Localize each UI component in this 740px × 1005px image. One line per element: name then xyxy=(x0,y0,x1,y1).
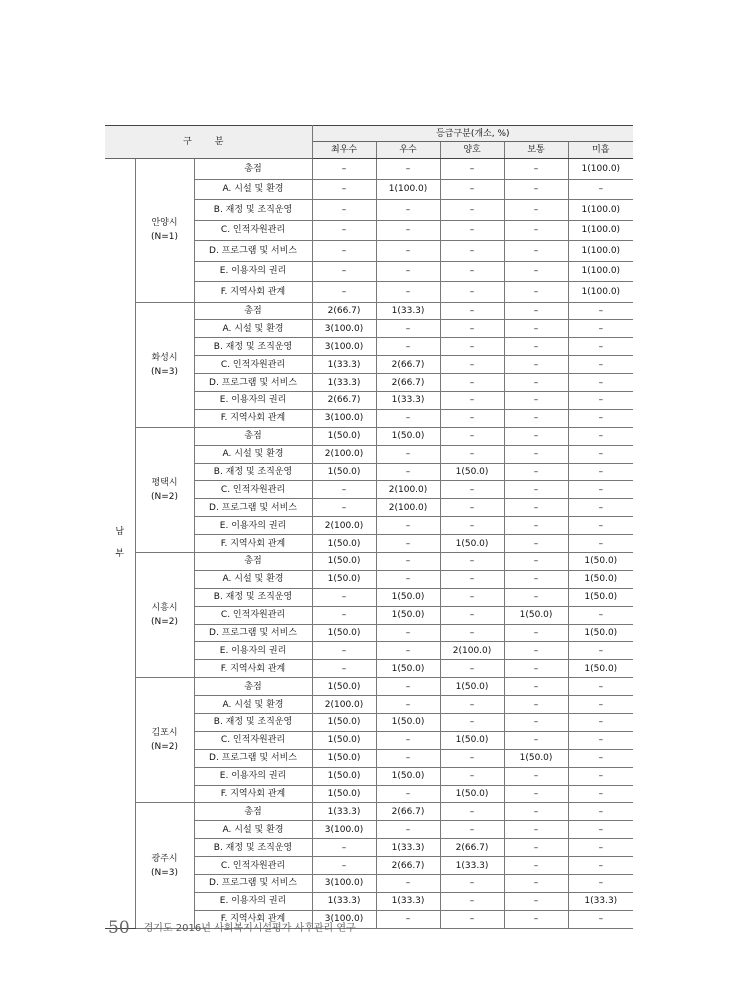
value-cell: – xyxy=(312,241,376,262)
value-cell: – xyxy=(440,200,504,221)
value-cell: 1(100.0) xyxy=(568,241,633,262)
value-cell: 1(50.0) xyxy=(440,678,504,696)
value-cell: – xyxy=(312,857,376,875)
item-label: F. 지역사회 관계 xyxy=(194,282,312,303)
value-cell: – xyxy=(376,696,440,714)
value-cell: – xyxy=(568,803,633,821)
table-row xyxy=(105,427,633,445)
value-cell: – xyxy=(568,499,633,517)
value-cell: 1(33.3) xyxy=(312,803,376,821)
value-cell: – xyxy=(568,767,633,785)
value-cell: – xyxy=(376,445,440,463)
city-count: (N=2) xyxy=(150,742,179,753)
value-cell: – xyxy=(504,391,568,409)
value-cell: 1(33.3) xyxy=(440,857,504,875)
value-cell: – xyxy=(440,606,504,624)
value-cell: – xyxy=(440,660,504,678)
item-label: F. 지역사회 관계 xyxy=(194,409,312,427)
item-label: F. 지역사회 관계 xyxy=(194,910,312,928)
value-cell: 1(100.0) xyxy=(568,200,633,221)
city-cell xyxy=(135,427,194,552)
city-name: 시흥시 xyxy=(151,603,178,614)
value-cell: – xyxy=(568,910,633,928)
value-cell: 2(100.0) xyxy=(312,696,376,714)
city-name: 안양시 xyxy=(151,218,178,229)
item-label: B. 재정 및 조직운영 xyxy=(194,713,312,731)
value-cell: – xyxy=(504,338,568,356)
value-cell: – xyxy=(440,220,504,241)
value-cell: – xyxy=(440,624,504,642)
value-cell: – xyxy=(504,588,568,606)
value-cell: – xyxy=(568,678,633,696)
value-cell: – xyxy=(504,463,568,481)
value-cell: – xyxy=(504,821,568,839)
city-count: (N=1) xyxy=(150,232,179,243)
value-cell: – xyxy=(440,892,504,910)
city-cell xyxy=(135,159,194,303)
value-cell: – xyxy=(568,481,633,499)
value-cell: – xyxy=(440,374,504,392)
value-cell: – xyxy=(568,338,633,356)
value-cell: 3(100.0) xyxy=(312,320,376,338)
value-cell: – xyxy=(312,588,376,606)
table-row xyxy=(105,552,633,570)
value-cell: 1(50.0) xyxy=(312,624,376,642)
value-cell: 2(100.0) xyxy=(312,445,376,463)
value-cell: 2(66.7) xyxy=(376,803,440,821)
value-cell: – xyxy=(376,159,440,180)
value-cell: – xyxy=(568,409,633,427)
item-label: D. 프로그램 및 서비스 xyxy=(194,875,312,893)
value-cell: 1(50.0) xyxy=(376,427,440,445)
value-cell: 1(33.3) xyxy=(376,302,440,320)
value-cell: 1(50.0) xyxy=(312,767,376,785)
value-cell: – xyxy=(504,374,568,392)
value-cell: – xyxy=(568,642,633,660)
value-cell: – xyxy=(504,302,568,320)
item-label: E. 이용자의 권리 xyxy=(194,892,312,910)
value-cell: – xyxy=(568,785,633,803)
value-cell: 1(33.3) xyxy=(376,839,440,857)
item-label: 총점 xyxy=(194,159,312,180)
value-cell: 3(100.0) xyxy=(312,409,376,427)
value-cell: 1(50.0) xyxy=(568,552,633,570)
city-name: 광주시 xyxy=(151,853,178,864)
city-count: (N=3) xyxy=(150,366,179,377)
item-label: A. 시설 및 환경 xyxy=(194,445,312,463)
value-cell: – xyxy=(376,220,440,241)
value-cell: 1(50.0) xyxy=(376,660,440,678)
value-cell: 1(50.0) xyxy=(376,588,440,606)
value-cell: – xyxy=(504,320,568,338)
value-cell: – xyxy=(504,713,568,731)
value-cell: 1(50.0) xyxy=(568,624,633,642)
value-cell: 1(50.0) xyxy=(312,713,376,731)
value-cell: – xyxy=(504,200,568,221)
table-row xyxy=(105,803,633,821)
value-cell: 2(100.0) xyxy=(376,481,440,499)
value-cell: – xyxy=(440,282,504,303)
item-label: C. 인적자원관리 xyxy=(194,731,312,749)
item-label: C. 인적자원관리 xyxy=(194,481,312,499)
value-cell: 1(50.0) xyxy=(440,731,504,749)
value-cell: 2(100.0) xyxy=(440,642,504,660)
value-cell: – xyxy=(504,282,568,303)
value-cell: – xyxy=(312,200,376,221)
value-cell: – xyxy=(376,261,440,282)
value-cell: – xyxy=(568,606,633,624)
value-cell: 1(100.0) xyxy=(568,261,633,282)
value-cell: – xyxy=(568,731,633,749)
value-cell: – xyxy=(440,356,504,374)
value-cell: 3(100.0) xyxy=(312,910,376,928)
value-cell: – xyxy=(376,517,440,535)
value-cell: 1(50.0) xyxy=(568,660,633,678)
value-cell: – xyxy=(504,570,568,588)
header-category: 구 분 xyxy=(105,126,312,159)
value-cell: – xyxy=(440,696,504,714)
table-body xyxy=(105,159,633,929)
city-count: (N=2) xyxy=(150,617,179,628)
value-cell: – xyxy=(504,857,568,875)
value-cell: 3(100.0) xyxy=(312,821,376,839)
item-label: A. 시설 및 환경 xyxy=(194,320,312,338)
item-label: D. 프로그램 및 서비스 xyxy=(194,624,312,642)
value-cell: 2(66.7) xyxy=(376,857,440,875)
value-cell: – xyxy=(504,785,568,803)
city-count: (N=3) xyxy=(150,867,179,878)
item-label: D. 프로그램 및 서비스 xyxy=(194,374,312,392)
value-cell: – xyxy=(376,570,440,588)
value-cell: – xyxy=(504,678,568,696)
value-cell: – xyxy=(504,731,568,749)
value-cell: – xyxy=(376,535,440,553)
value-cell: – xyxy=(440,910,504,928)
value-cell: – xyxy=(312,179,376,200)
value-cell: – xyxy=(504,892,568,910)
value-cell: – xyxy=(568,427,633,445)
item-label: B. 재정 및 조직운영 xyxy=(194,200,312,221)
value-cell: 1(50.0) xyxy=(568,588,633,606)
table-row xyxy=(105,678,633,696)
value-cell: – xyxy=(440,749,504,767)
item-label: A. 시설 및 환경 xyxy=(194,821,312,839)
item-label: 총점 xyxy=(194,803,312,821)
value-cell: – xyxy=(376,282,440,303)
value-cell: 2(66.7) xyxy=(312,302,376,320)
value-cell: – xyxy=(568,713,633,731)
city-cell xyxy=(135,552,194,677)
value-cell: – xyxy=(568,391,633,409)
value-cell: – xyxy=(568,320,633,338)
value-cell: – xyxy=(568,875,633,893)
value-cell: – xyxy=(504,910,568,928)
value-cell: 1(50.0) xyxy=(504,606,568,624)
grade-header-cell: 양호 xyxy=(440,142,504,159)
value-cell: – xyxy=(440,588,504,606)
value-cell: – xyxy=(312,159,376,180)
region-cell xyxy=(105,159,135,929)
value-cell: 1(50.0) xyxy=(568,570,633,588)
value-cell: – xyxy=(376,338,440,356)
table-row xyxy=(105,302,633,320)
value-cell: 1(50.0) xyxy=(312,749,376,767)
value-cell: – xyxy=(440,803,504,821)
item-label: E. 이용자의 권리 xyxy=(194,642,312,660)
item-label: B. 재정 및 조직운영 xyxy=(194,338,312,356)
value-cell: 2(100.0) xyxy=(312,517,376,535)
value-cell: 1(50.0) xyxy=(312,785,376,803)
value-cell: – xyxy=(440,159,504,180)
value-cell: – xyxy=(440,517,504,535)
value-cell: – xyxy=(312,261,376,282)
item-label: E. 이용자의 권리 xyxy=(194,767,312,785)
value-cell: – xyxy=(312,606,376,624)
value-cell: – xyxy=(504,696,568,714)
header-grade-group: 등급구분(개소, %) xyxy=(312,126,633,142)
item-label: 총점 xyxy=(194,678,312,696)
item-label: 총점 xyxy=(194,552,312,570)
value-cell: 1(33.3) xyxy=(376,391,440,409)
value-cell: – xyxy=(440,302,504,320)
value-cell: – xyxy=(312,481,376,499)
value-cell: – xyxy=(376,785,440,803)
city-count: (N=2) xyxy=(150,491,179,502)
value-cell: – xyxy=(504,499,568,517)
value-cell: – xyxy=(312,642,376,660)
value-cell: – xyxy=(568,839,633,857)
item-label: 총점 xyxy=(194,427,312,445)
footer-title: 경기도 2016년 사회복지시설평가 사후관리 연구 xyxy=(143,923,356,934)
value-cell: – xyxy=(312,220,376,241)
city-name: 김포시 xyxy=(151,728,178,739)
region-label: 남 부 xyxy=(115,527,125,560)
value-cell: 1(50.0) xyxy=(312,535,376,553)
item-label: D. 프로그램 및 서비스 xyxy=(194,241,312,262)
value-cell: – xyxy=(440,767,504,785)
value-cell: – xyxy=(376,749,440,767)
item-label: D. 프로그램 및 서비스 xyxy=(194,749,312,767)
item-label: F. 지역사회 관계 xyxy=(194,535,312,553)
value-cell: 1(33.3) xyxy=(312,356,376,374)
value-cell: – xyxy=(376,241,440,262)
value-cell: – xyxy=(568,374,633,392)
value-cell: – xyxy=(376,731,440,749)
value-cell: – xyxy=(376,624,440,642)
value-cell: – xyxy=(504,159,568,180)
item-label: B. 재정 및 조직운영 xyxy=(194,588,312,606)
value-cell: 1(50.0) xyxy=(312,678,376,696)
value-cell: 1(100.0) xyxy=(568,159,633,180)
item-label: E. 이용자의 권리 xyxy=(194,517,312,535)
value-cell: – xyxy=(504,552,568,570)
value-cell: 3(100.0) xyxy=(312,338,376,356)
value-cell: – xyxy=(312,839,376,857)
grade-header-cell: 우수 xyxy=(376,142,440,159)
value-cell: 1(100.0) xyxy=(568,282,633,303)
value-cell: – xyxy=(376,678,440,696)
grade-header-cell: 최우수 xyxy=(312,142,376,159)
value-cell: – xyxy=(440,409,504,427)
grade-header-cell: 보통 xyxy=(504,142,568,159)
value-cell: – xyxy=(568,535,633,553)
city-cell xyxy=(135,803,194,928)
value-cell: – xyxy=(568,696,633,714)
value-cell: 1(50.0) xyxy=(376,713,440,731)
value-cell: – xyxy=(504,875,568,893)
value-cell: – xyxy=(440,875,504,893)
value-cell: – xyxy=(376,320,440,338)
value-cell: – xyxy=(504,803,568,821)
value-cell: 2(66.7) xyxy=(376,356,440,374)
item-label: D. 프로그램 및 서비스 xyxy=(194,499,312,517)
value-cell: – xyxy=(376,642,440,660)
value-cell: 2(66.7) xyxy=(440,839,504,857)
value-cell: 1(50.0) xyxy=(312,570,376,588)
value-cell: 1(50.0) xyxy=(312,427,376,445)
value-cell: – xyxy=(376,875,440,893)
value-cell: 1(50.0) xyxy=(504,749,568,767)
value-cell: – xyxy=(568,517,633,535)
value-cell: – xyxy=(504,445,568,463)
value-cell: 2(100.0) xyxy=(376,499,440,517)
city-cell xyxy=(135,302,194,427)
value-cell: – xyxy=(504,660,568,678)
city-cell xyxy=(135,678,194,803)
item-label: 총점 xyxy=(194,302,312,320)
value-cell: 1(100.0) xyxy=(376,179,440,200)
value-cell: 1(33.3) xyxy=(376,892,440,910)
value-cell: 1(50.0) xyxy=(376,767,440,785)
grade-header-cell: 미흡 xyxy=(568,142,633,159)
value-cell: – xyxy=(568,179,633,200)
value-cell: – xyxy=(376,821,440,839)
value-cell: – xyxy=(568,302,633,320)
value-cell: – xyxy=(504,767,568,785)
value-cell: – xyxy=(440,427,504,445)
value-cell: – xyxy=(440,481,504,499)
grade-distribution-table xyxy=(105,125,633,929)
table-row xyxy=(105,159,633,180)
item-label: B. 재정 및 조직운영 xyxy=(194,463,312,481)
item-label: C. 인적자원관리 xyxy=(194,220,312,241)
item-label: B. 재정 및 조직운영 xyxy=(194,839,312,857)
value-cell: – xyxy=(312,660,376,678)
value-cell: 1(100.0) xyxy=(568,220,633,241)
item-label: A. 시설 및 환경 xyxy=(194,179,312,200)
value-cell: – xyxy=(504,179,568,200)
value-cell: – xyxy=(504,642,568,660)
value-cell: – xyxy=(440,821,504,839)
value-cell: – xyxy=(504,481,568,499)
value-cell: 1(50.0) xyxy=(440,785,504,803)
item-label: E. 이용자의 권리 xyxy=(194,261,312,282)
page-footer xyxy=(108,918,356,938)
item-label: A. 시설 및 환경 xyxy=(194,570,312,588)
value-cell: – xyxy=(568,463,633,481)
value-cell: – xyxy=(568,857,633,875)
value-cell: 2(66.7) xyxy=(376,374,440,392)
item-label: F. 지역사회 관계 xyxy=(194,785,312,803)
value-cell: 1(33.3) xyxy=(312,892,376,910)
value-cell: – xyxy=(504,427,568,445)
value-cell: – xyxy=(440,320,504,338)
value-cell: – xyxy=(504,535,568,553)
value-cell: – xyxy=(376,910,440,928)
value-cell: – xyxy=(568,445,633,463)
city-name: 화성시 xyxy=(151,352,178,363)
page-number: 50 xyxy=(108,918,130,938)
value-cell: – xyxy=(440,445,504,463)
value-cell: – xyxy=(440,241,504,262)
value-cell: – xyxy=(504,241,568,262)
item-label: C. 인적자원관리 xyxy=(194,857,312,875)
value-cell: 1(50.0) xyxy=(312,552,376,570)
value-cell: 2(66.7) xyxy=(312,391,376,409)
value-cell: – xyxy=(504,839,568,857)
value-cell: – xyxy=(440,261,504,282)
item-label: A. 시설 및 환경 xyxy=(194,696,312,714)
value-cell: 1(33.3) xyxy=(568,892,633,910)
value-cell: – xyxy=(440,391,504,409)
value-cell: 1(50.0) xyxy=(440,535,504,553)
value-cell: – xyxy=(440,552,504,570)
value-cell: – xyxy=(376,463,440,481)
value-cell: – xyxy=(312,282,376,303)
value-cell: – xyxy=(376,200,440,221)
value-cell: – xyxy=(568,821,633,839)
value-cell: 3(100.0) xyxy=(312,875,376,893)
value-cell: – xyxy=(568,356,633,374)
value-cell: – xyxy=(504,220,568,241)
value-cell: – xyxy=(440,179,504,200)
item-label: C. 인적자원관리 xyxy=(194,606,312,624)
value-cell: – xyxy=(376,552,440,570)
value-cell: – xyxy=(504,517,568,535)
value-cell: 1(50.0) xyxy=(312,731,376,749)
value-cell: – xyxy=(376,409,440,427)
item-label: E. 이용자의 권리 xyxy=(194,391,312,409)
value-cell: – xyxy=(504,261,568,282)
value-cell: – xyxy=(504,356,568,374)
value-cell: – xyxy=(440,713,504,731)
city-name: 평택시 xyxy=(151,477,178,488)
value-cell: – xyxy=(440,338,504,356)
value-cell: 1(50.0) xyxy=(312,463,376,481)
value-cell: – xyxy=(568,749,633,767)
value-cell: – xyxy=(504,409,568,427)
value-cell: – xyxy=(440,570,504,588)
value-cell: 1(50.0) xyxy=(440,463,504,481)
value-cell: 1(33.3) xyxy=(312,374,376,392)
value-cell: – xyxy=(312,499,376,517)
item-label: F. 지역사회 관계 xyxy=(194,660,312,678)
value-cell: – xyxy=(440,499,504,517)
item-label: C. 인적자원관리 xyxy=(194,356,312,374)
value-cell: 1(50.0) xyxy=(376,606,440,624)
value-cell: – xyxy=(504,624,568,642)
